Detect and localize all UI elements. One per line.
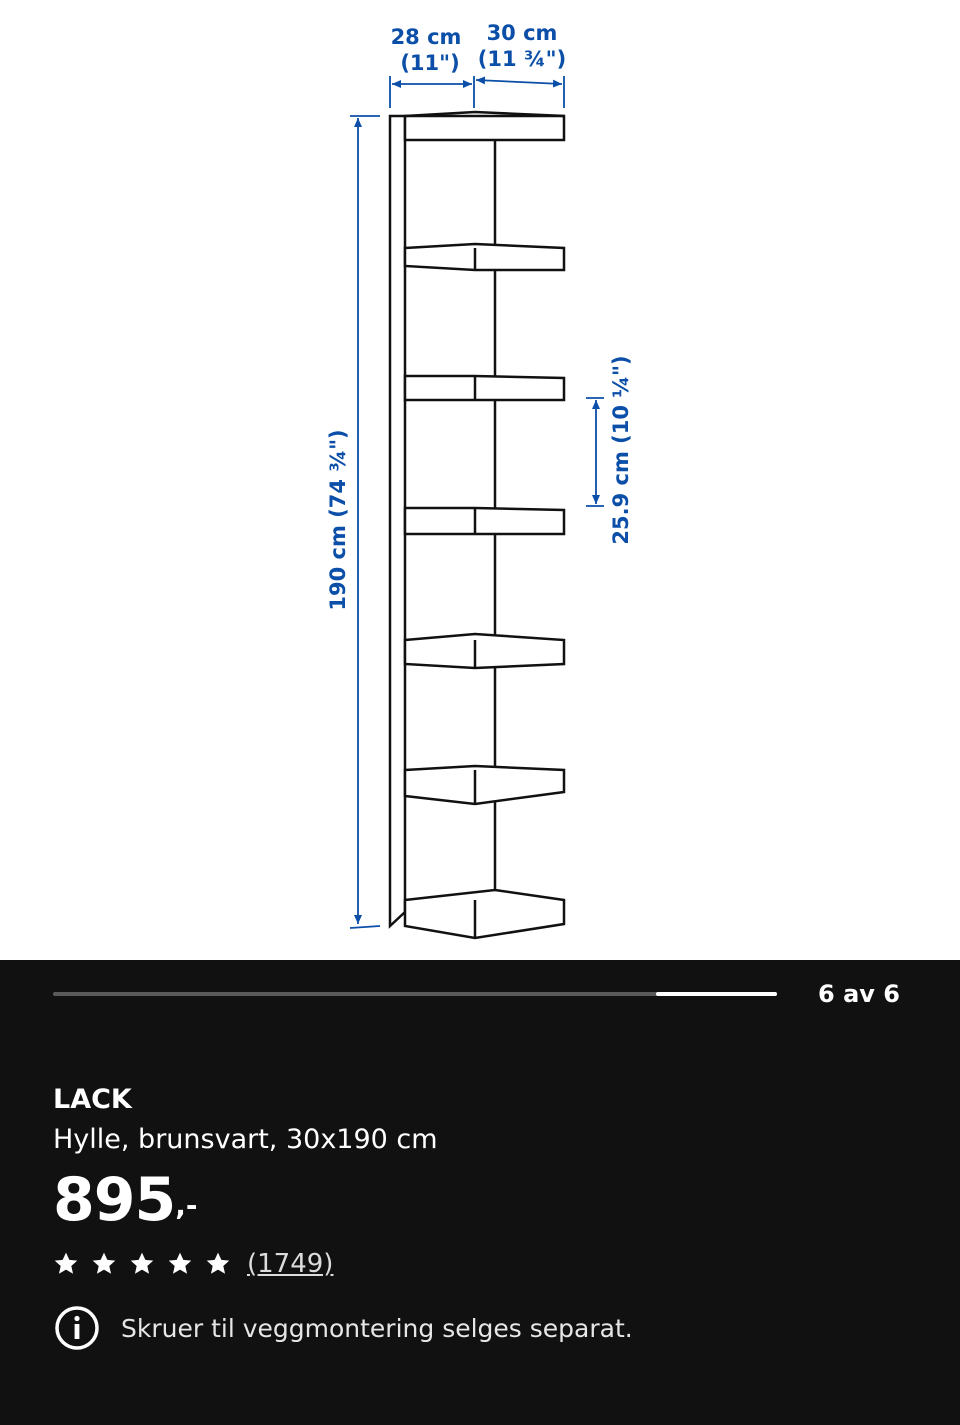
width-left-in-label: (11") bbox=[400, 51, 460, 75]
product-price bbox=[53, 1164, 198, 1236]
product-description: Hylle, brunsvart, 30x190 cm bbox=[53, 1124, 438, 1155]
price-suffix: ,- bbox=[175, 1189, 198, 1222]
star-icon bbox=[205, 1251, 231, 1277]
product-name[interactable]: LACK bbox=[53, 1084, 132, 1115]
width-right-cm-label: 30 cm bbox=[486, 21, 558, 45]
width-right-in-label: (11 ¾") bbox=[477, 47, 567, 71]
gallery-progress-indicator bbox=[656, 992, 777, 996]
gallery-progress-bar bbox=[53, 992, 777, 996]
mounting-notice bbox=[53, 1304, 633, 1352]
star-icon bbox=[167, 1251, 193, 1277]
star-icon bbox=[91, 1251, 117, 1277]
height-dimension-label: 190 cm (74 ¾") bbox=[326, 429, 350, 611]
width-left-cm-label: 28 cm bbox=[390, 25, 462, 49]
shelf-spacing-label: 25.9 cm (10 ¼") bbox=[609, 355, 633, 545]
gallery-counter: 6 av 6 bbox=[818, 980, 900, 1008]
review-count-link[interactable]: (1749) bbox=[247, 1249, 334, 1279]
notice-text: Skruer til veggmontering selges separat. bbox=[121, 1313, 633, 1343]
star-icon bbox=[129, 1251, 155, 1277]
info-icon bbox=[53, 1304, 101, 1352]
star-icon bbox=[53, 1251, 79, 1277]
rating-stars bbox=[53, 1251, 243, 1277]
shelf-unit-drawing bbox=[390, 112, 564, 938]
product-rating[interactable] bbox=[53, 1246, 333, 1282]
price-amount: 895 bbox=[53, 1165, 176, 1235]
